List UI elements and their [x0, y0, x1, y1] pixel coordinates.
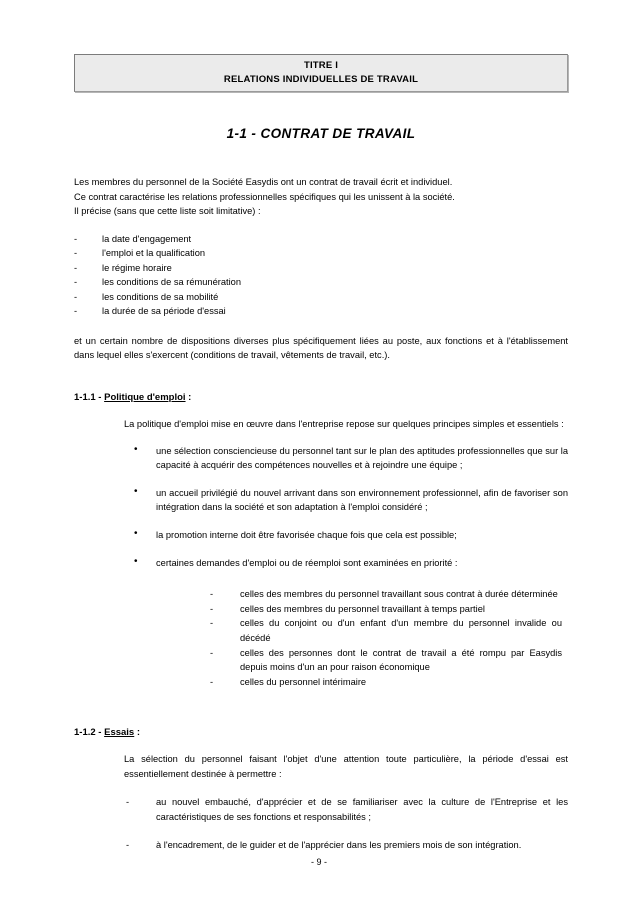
list-item [74, 246, 568, 261]
list-item [210, 616, 562, 645]
section-suffix: : [134, 727, 141, 739]
list-item-label: la date d'engagement [102, 233, 192, 244]
precise-items-list [74, 232, 568, 319]
page-title: 1-1 - CONTRAT DE TRAVAIL [226, 126, 416, 141]
intro-line-3: Il précise (sans que cette liste soit limitative) : [74, 206, 261, 217]
section-heading-1-1-1 [74, 392, 568, 403]
dash-marker: - [210, 589, 214, 600]
dash-marker: - [126, 839, 130, 850]
dash-marker: - [210, 676, 214, 687]
bullet-marker: • [134, 444, 138, 456]
banner-line-2: RELATIONS INDIVIDUELLES DE TRAVAIL [223, 73, 419, 85]
dash-marker: - [74, 277, 78, 288]
section-1-1-1-body [124, 417, 568, 432]
list-item [124, 444, 568, 473]
policy-bullet-list [124, 444, 568, 571]
list-item [210, 675, 562, 690]
section-title: Essais [104, 727, 135, 739]
dash-marker: - [74, 248, 78, 259]
list-item-label: certaines demandes d'emploi ou de réemploi sont examinées en priorité : [156, 557, 458, 568]
bullet-marker: • [134, 528, 138, 540]
dash-marker: - [74, 262, 78, 273]
bullet-marker: • [134, 556, 138, 568]
list-item-label: celles des membres du personnel travaillant à temps partiel [240, 603, 485, 614]
list-item-label: la promotion interne doit être favorisée chaque fois que cela est possible; [156, 529, 457, 540]
dash-marker: - [126, 797, 130, 808]
dash-marker: - [210, 618, 214, 629]
intro-line-2: Ce contrat caractérise les relations professionnelles spécifiques qui les unissent à la société. [74, 191, 455, 202]
dash-marker: - [210, 603, 214, 614]
list-item-label: le régime horaire [102, 262, 172, 273]
section-heading-1-1-2 [74, 727, 568, 738]
list-item [74, 232, 568, 247]
list-item [74, 290, 568, 305]
page-number-footer: - 9 - [310, 857, 327, 867]
list-item-label: à l'encadrement, de le guider et de l'apprécier dans les premiers mois de son intégration. [156, 839, 522, 850]
list-item-label: une sélection consciencieuse du personnel tant sur le plan des aptitudes professionnelles que sur la capacité à acquérir des compétences nouvelles et à rejoindre une équipe ; [156, 445, 568, 471]
section-lead-paragraph: La sélection du personnel faisant l'objet d'une attention toute particulière, la période d'essai est essentiellement destinée à permettre : [124, 754, 568, 779]
list-item [74, 261, 568, 276]
dash-marker: - [74, 306, 78, 317]
list-item-label: celles du conjoint ou d'un enfant d'un membre du personnel invalide ou décédé [240, 618, 562, 643]
list-item-label: celles du personnel intérimaire [240, 676, 367, 687]
section-number: 1-1.1 - [74, 391, 105, 403]
dash-marker: - [210, 647, 214, 658]
list-item-label: celles des personnes dont le contrat de travail a été rompu par Easydis depuis moins d'un an pour raison économique [240, 647, 562, 673]
title-banner [74, 54, 568, 92]
section-1-1-2-body [124, 752, 568, 781]
section-number: 1-1.2 - [74, 727, 105, 739]
after-list-paragraph: et un certain nombre de dispositions diverses plus spécifiquement liées au poste, aux fonctions et à l'établissement dans lequel elles s'exercent (conditions de travail, vêtements de travail, etc.). [74, 335, 568, 361]
list-item-label: celles des membres du personnel travaillant sous contrat à durée déterminée [240, 589, 558, 600]
banner-line-1: TITRE I [303, 60, 339, 71]
list-item [210, 646, 562, 675]
essais-dash-list [124, 795, 568, 852]
dash-marker: - [74, 233, 78, 244]
list-item [124, 528, 568, 543]
list-item [210, 602, 562, 617]
dash-marker: - [74, 291, 78, 302]
list-item [124, 838, 568, 853]
list-item [210, 587, 562, 602]
intro-paragraph [74, 175, 568, 219]
list-item [124, 486, 568, 515]
section-title: Politique d'emploi [104, 391, 186, 403]
document-content [74, 0, 568, 852]
list-item-label: un accueil privilégié du nouvel arrivant dans son environnement professionnel, afin de favoriser son intégration dans la société et son adaptation à l'emploi considéré ; [156, 487, 568, 513]
list-item-label: la durée de sa période d'essai [102, 306, 226, 317]
section-lead-paragraph: La politique d'emploi mise en œuvre dans l'entreprise repose sur quelques principes simples et essentiels : [124, 418, 564, 429]
list-item [124, 556, 568, 571]
list-item [74, 304, 568, 319]
priority-sub-list [210, 587, 562, 689]
section-suffix: : [185, 391, 192, 403]
bullet-marker: • [134, 486, 138, 498]
list-item-label: les conditions de sa mobilité [102, 291, 219, 302]
list-item [124, 795, 568, 824]
list-item-label: l'emploi et la qualification [102, 248, 206, 259]
list-item-label: au nouvel embauché, d'apprécier et de se familiariser avec la culture de l'Entreprise et les caractéristiques de ses fonctions et responsabilités ; [156, 797, 568, 823]
list-item [74, 275, 568, 290]
list-item-label: les conditions de sa rémunération [102, 277, 242, 288]
intro-line-1: Les membres du personnel de la Société Easydis ont un contrat de travail écrit et individuel. [74, 177, 453, 187]
